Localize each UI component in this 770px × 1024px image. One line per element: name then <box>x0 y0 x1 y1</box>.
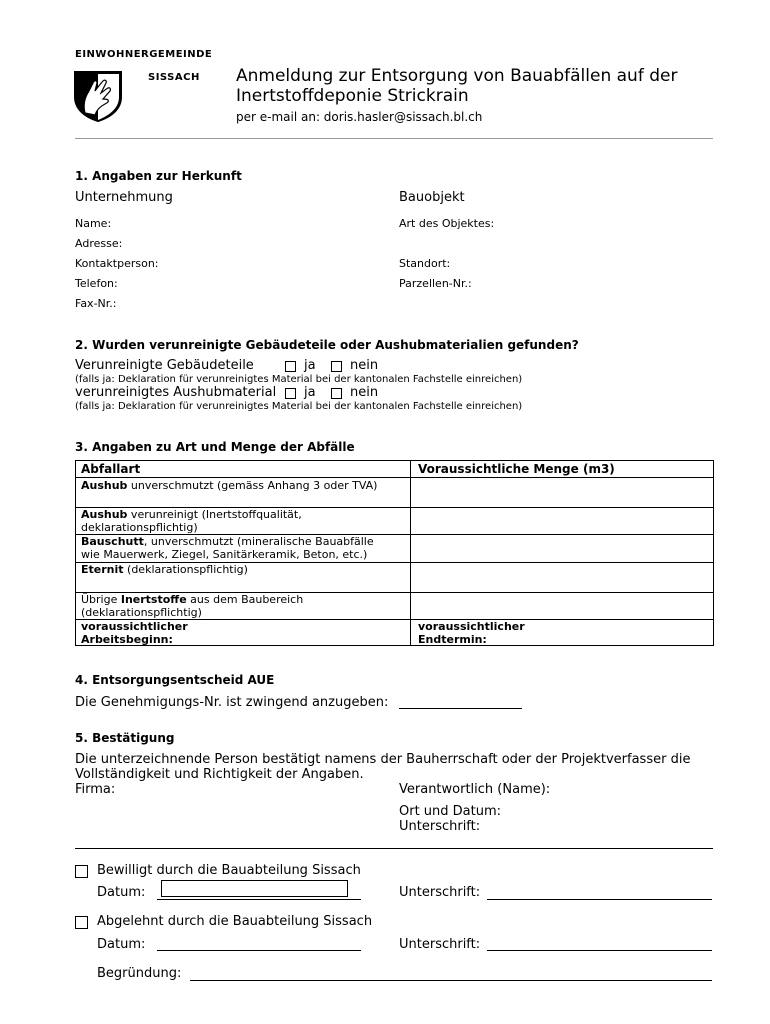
end-date-label: voraussichtlicher Endtermin: <box>418 620 525 646</box>
table-row: Aushub verunreinigt (Inertstoffqualität, deklarationspflichtig) <box>81 508 302 534</box>
table-row: Aushub unverschmutzt (gemäss Anhang 3 oder TVA) <box>81 479 378 492</box>
signature-label: Unterschrift: <box>399 819 481 834</box>
contaminated-building-no-checkbox[interactable] <box>331 361 342 372</box>
section3-heading: 3. Angaben zu Art und Menge der Abfälle <box>75 440 355 454</box>
yes-label: ja <box>304 385 316 400</box>
logo-town-name: SISSACH <box>148 72 200 83</box>
contaminated-building-label: Verunreinigte Gebäudeteile <box>75 358 254 373</box>
field-object-type-label: Art des Objektes: <box>399 217 495 230</box>
table-quantity-cell[interactable] <box>412 508 712 533</box>
email-instruction: per e-mail an: doris.hasler@sissach.bl.ch <box>236 110 483 124</box>
responsible-name-label: Verantwortlich (Name): <box>399 782 551 797</box>
field-contact-label: Kontaktperson: <box>75 257 159 270</box>
approved-signature-field[interactable] <box>487 899 712 900</box>
contaminated-building-note: (falls ja: Deklaration für verunreinigtes Material bei der kantonalen Fachstelle einreichen) <box>75 374 523 385</box>
confirmation-text-line2: Vollständigkeit und Richtigkeit der Angaben. <box>75 767 364 782</box>
rejected-date-field[interactable] <box>157 950 361 951</box>
rejected-signature-label: Unterschrift: <box>399 937 481 952</box>
table-quantity-cell[interactable] <box>412 535 712 561</box>
rejected-checkbox[interactable] <box>75 916 88 929</box>
coat-of-arms-logo <box>71 69 125 123</box>
header-divider <box>75 138 713 139</box>
no-label: nein <box>350 358 379 373</box>
section4-heading: 4. Entsorgungsentscheid AUE <box>75 673 275 687</box>
waste-table <box>75 460 714 646</box>
field-location-label: Standort: <box>399 257 451 270</box>
approved-checkbox[interactable] <box>75 865 88 878</box>
approved-label: Bewilligt durch die Bauabteilung Sissach <box>97 863 361 878</box>
no-label: nein <box>350 385 379 400</box>
form-title-line2: Inertstoffdeponie Strickrain <box>236 86 469 106</box>
table-header-quantity: Voraussichtliche Menge (m3) <box>418 462 615 476</box>
field-address-label: Adresse: <box>75 237 123 250</box>
table-row: Eternit (deklarationspflichtig) <box>81 563 248 576</box>
contaminated-excavation-yes-checkbox[interactable] <box>285 388 296 399</box>
company-title: Unternehmung <box>75 190 173 205</box>
confirmation-text-line1: Die unterzeichnende Person bestätigt namens der Bauherrschaft oder der Projektverfasser die <box>75 752 691 767</box>
table-quantity-cell[interactable] <box>412 593 712 618</box>
contaminated-excavation-note: (falls ja: Deklaration für verunreinigtes Material bei der kantonalen Fachstelle einreichen) <box>75 401 523 412</box>
work-start-label: voraussichtlicher Arbeitsbeginn: <box>81 620 188 646</box>
rejected-label: Abgelehnt durch die Bauabteilung Sissach <box>97 914 373 929</box>
field-name-label: Name: <box>75 217 112 230</box>
table-row: Übrige Inertstoffe aus dem Baubereich (deklarationspflichtig) <box>81 593 304 619</box>
section1-heading: 1. Angaben zur Herkunft <box>75 169 242 183</box>
field-parcel-label: Parzellen-Nr.: <box>399 277 472 290</box>
approval-divider <box>75 848 713 849</box>
approved-date-underline <box>157 899 361 900</box>
table-header-waste-type: Abfallart <box>81 462 141 476</box>
field-phone-label: Telefon: <box>75 277 118 290</box>
section2-heading: 2. Wurden verunreinigte Gebäudeteile oder Aushubmaterialien gefunden? <box>75 338 579 352</box>
yes-label: ja <box>304 358 316 373</box>
reason-field[interactable] <box>190 980 712 981</box>
permit-number-label: Die Genehmigungs-Nr. ist zwingend anzugeben: <box>75 695 389 710</box>
place-date-label: Ort und Datum: <box>399 804 502 819</box>
table-column-divider <box>410 461 411 645</box>
company-label: Firma: <box>75 782 116 797</box>
section5-heading: 5. Bestätigung <box>75 731 175 745</box>
permit-number-field[interactable] <box>399 708 522 709</box>
rejected-date-label: Datum: <box>97 937 146 952</box>
reason-label: Begründung: <box>97 966 182 981</box>
table-quantity-cell[interactable] <box>412 563 712 591</box>
logo-municipality-name: EINWOHNERGEMEINDE <box>75 49 213 60</box>
approved-date-input[interactable] <box>161 880 348 897</box>
field-fax-label: Fax-Nr.: <box>75 297 117 310</box>
form-title-line1: Anmeldung zur Entsorgung von Bauabfällen auf der <box>236 66 678 86</box>
contaminated-excavation-label: verunreinigtes Aushubmaterial <box>75 385 277 400</box>
contaminated-building-yes-checkbox[interactable] <box>285 361 296 372</box>
approved-date-label: Datum: <box>97 885 146 900</box>
rejected-signature-field[interactable] <box>487 950 712 951</box>
approved-signature-label: Unterschrift: <box>399 885 481 900</box>
table-quantity-cell[interactable] <box>412 478 712 506</box>
table-row: Bauschutt, unverschmutzt (mineralische Bauabfälle wie Mauerwerk, Ziegel, Sanitärkeramik, Beton, etc.) <box>81 535 374 561</box>
building-object-title: Bauobjekt <box>399 190 465 205</box>
contaminated-excavation-no-checkbox[interactable] <box>331 388 342 399</box>
